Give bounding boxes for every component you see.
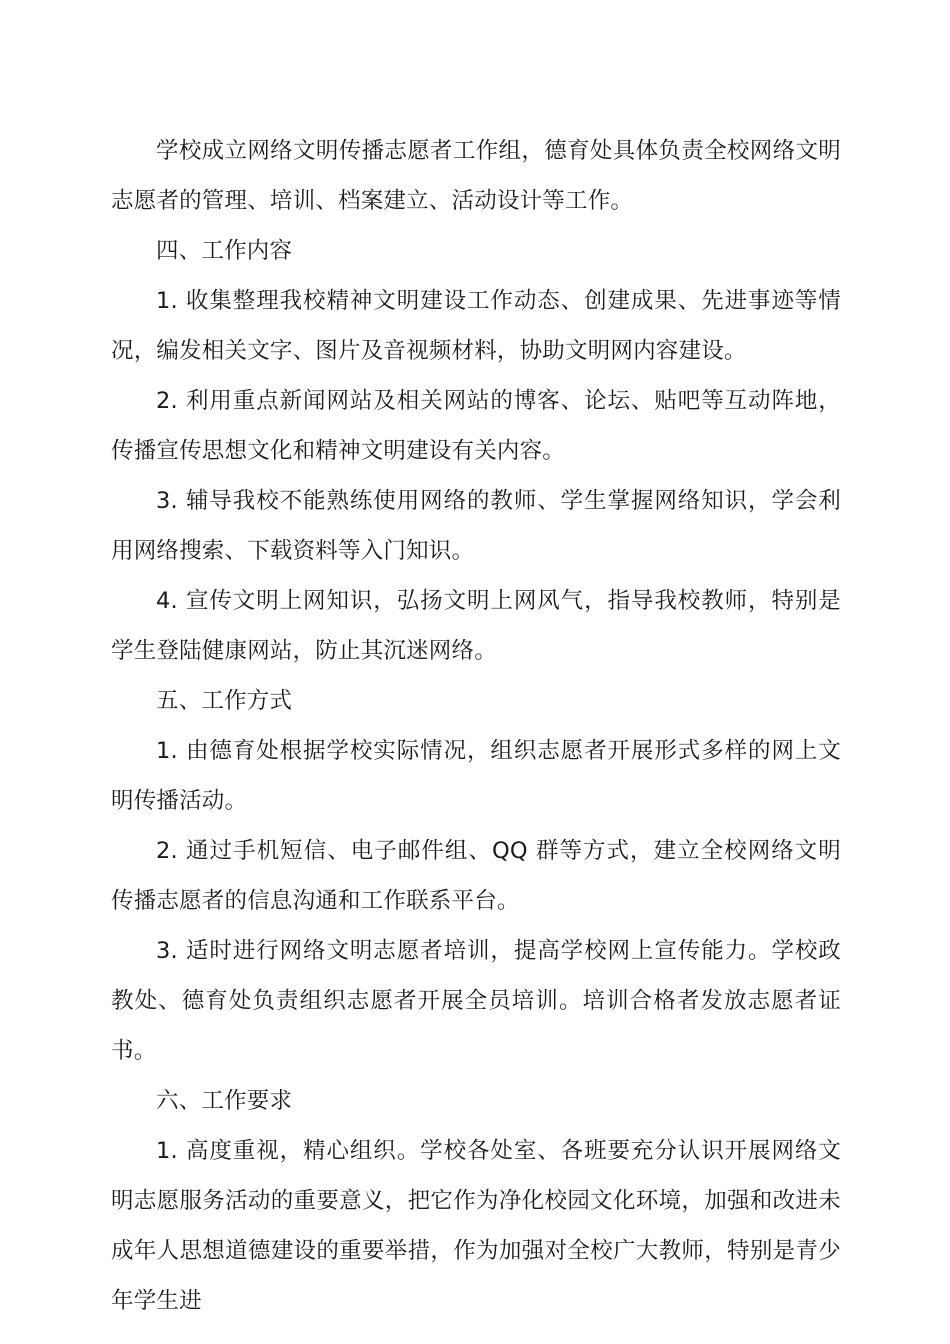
paragraph-content-item-2: 2. 利用重点新闻网站及相关网站的博客、论坛、贴吧等互动阵地，传播宣传思想文化和精神文明建设有关内容。 [111,388,841,464]
paragraph-method-item-2: 2. 通过手机短信、电子邮件组、QQ 群等方式，建立全校网络文明传播志愿者的信息沟通和工作联系平台。 [111,838,841,914]
paragraph-requirement-item-1: 1. 高度重视，精心组织。学校各处室、各班要充分认识开展网络文明志愿服务活动的重要意义，把它作为净化校园文化环境，加强和改进未成年人思想道德建设的重要举措，作为加强对全校广大教师，特别是青少年学生进 [111,1138,841,1314]
paragraph-method-item-3: 3. 适时进行网络文明志愿者培训，提高学校网上宣传能力。学校政教处、德育处负责组织志愿者开展全员培训。培训合格者发放志愿者证书。 [111,938,841,1064]
paragraph-content-item-4: 4. 宣传文明上网知识，弘扬文明上网风气，指导我校教师，特别是学生登陆健康网站，防止其沉迷网络。 [111,588,841,664]
paragraph-content-item-1: 1. 收集整理我校精神文明建设工作动态、创建成果、先进事迹等情况，编发相关文字、图片及音视频材料，协助文明网内容建设。 [111,288,841,364]
section-heading-work-requirements: 六、工作要求 [156,1088,293,1114]
paragraph-content-item-3: 3. 辅导我校不能熟练使用网络的教师、学生掌握网络知识，学会利用网络搜索、下载资料等入门知识。 [111,488,841,564]
paragraph-work-group: 学校成立网络文明传播志愿者工作组，德育处具体负责全校网络文明志愿者的管理、培训、档案建立、活动设计等工作。 [111,138,841,214]
section-heading-work-content: 四、工作内容 [156,238,293,264]
section-heading-work-method: 五、工作方式 [156,688,293,714]
paragraph-method-item-1: 1. 由德育处根据学校实际情况，组织志愿者开展形式多样的网上文明传播活动。 [111,738,841,814]
document-body [111,126,841,1326]
